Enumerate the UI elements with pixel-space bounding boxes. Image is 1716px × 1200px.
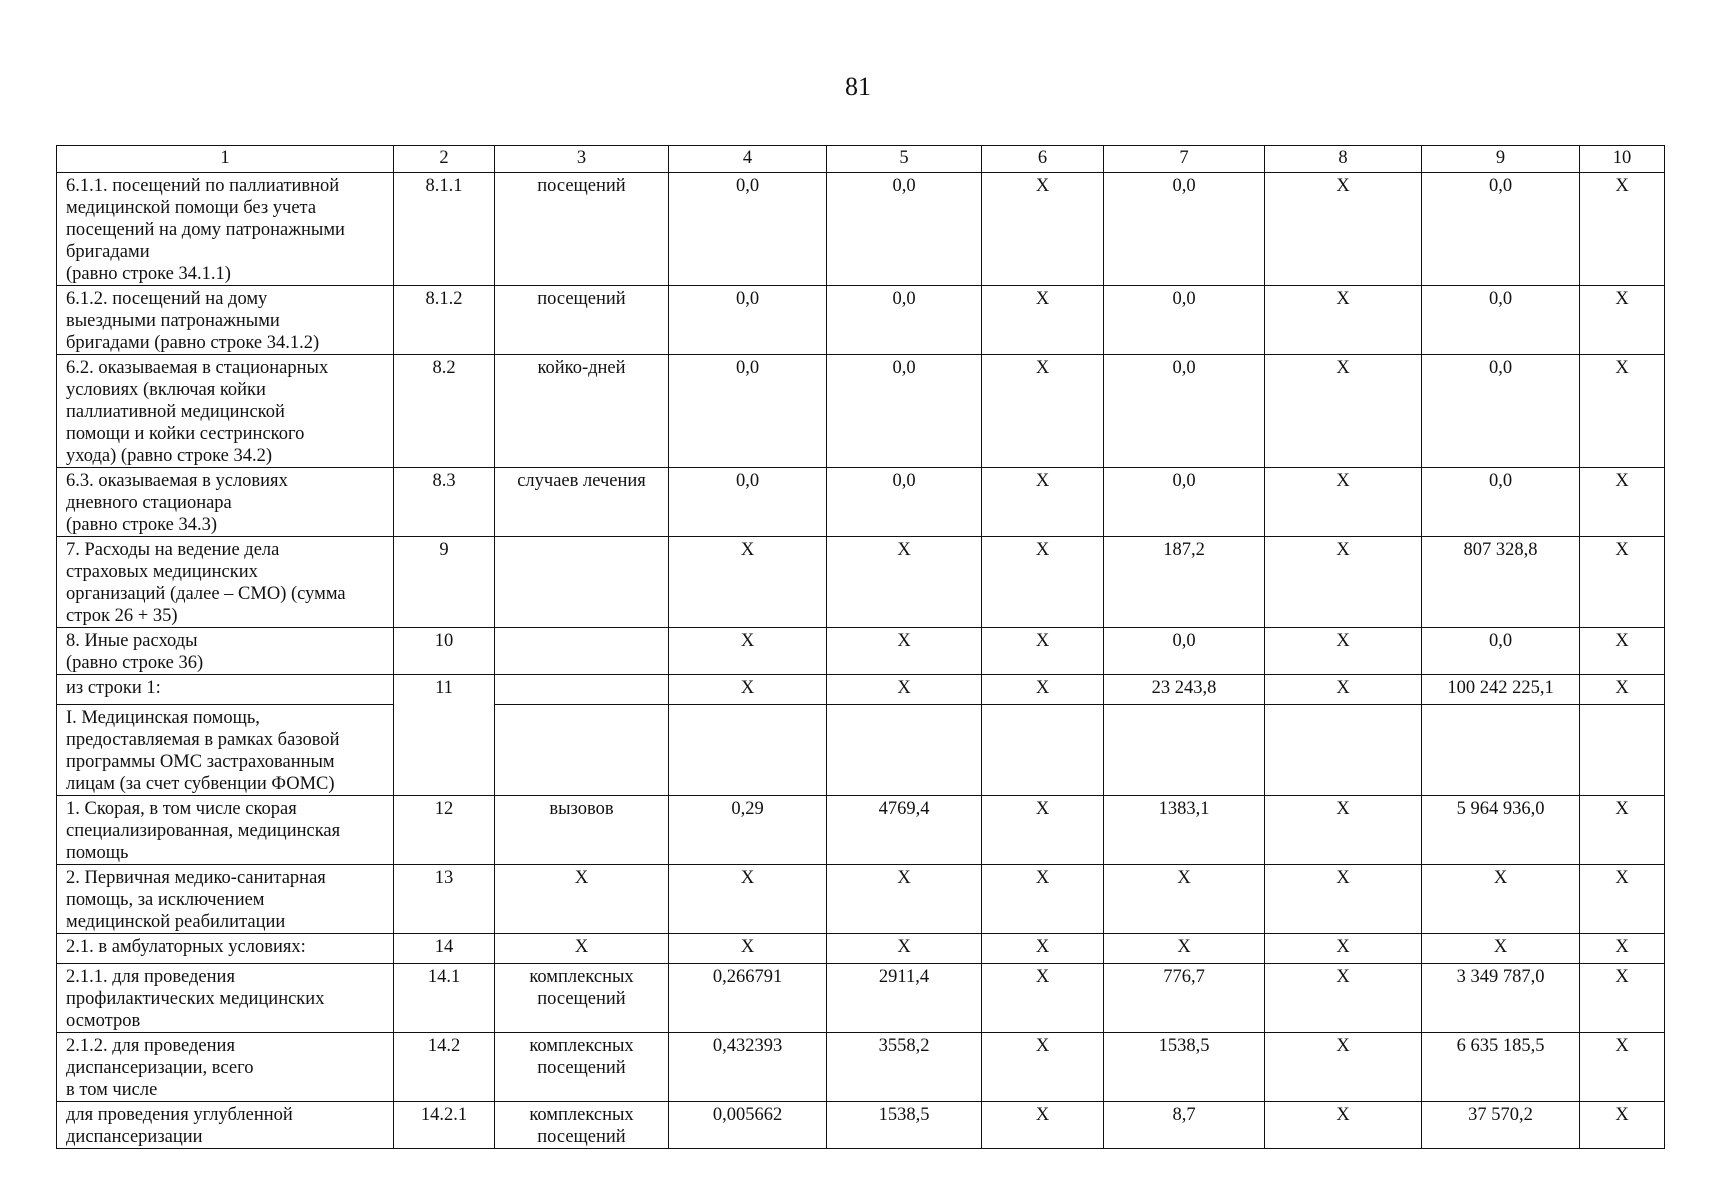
data-table xyxy=(56,145,1665,1149)
cell-text-line: посещений xyxy=(537,989,626,1009)
row-unit-cell: X xyxy=(495,934,669,964)
cell-text-line: диспансеризации, всего xyxy=(66,1058,254,1078)
value-cell-c7: X xyxy=(1104,934,1265,964)
cell-text-line: 6.3. оказываемая в условиях xyxy=(66,471,288,491)
row-unit-cell xyxy=(495,628,669,675)
cell-text-line: диспансеризации xyxy=(66,1127,203,1147)
row-code-cell: 14 xyxy=(394,934,495,964)
value-cell-c5: 2911,4 xyxy=(827,964,982,1033)
value-cell-c4: 0,0 xyxy=(669,286,827,355)
value-cell-c10: X xyxy=(1580,628,1665,675)
row-label-cell xyxy=(57,468,394,537)
value-cell-c7: 23 243,8 xyxy=(1104,675,1265,705)
table-row xyxy=(57,468,1665,537)
value-cell-c10: X xyxy=(1580,286,1665,355)
cell-text-line: 2.1. в амбулаторных условиях: xyxy=(66,937,306,957)
value-cell-c4: X xyxy=(669,934,827,964)
row-unit-cell xyxy=(495,964,669,1033)
row-label-cell xyxy=(57,865,394,934)
cell-text-line: помощь xyxy=(66,843,129,863)
table-row xyxy=(57,286,1665,355)
cell-text-line: организаций (далее – СМО) (сумма xyxy=(66,584,346,604)
cell-text-line: медицинской реабилитации xyxy=(66,912,286,932)
row-code-cell: 14.1 xyxy=(394,964,495,1033)
table-row xyxy=(57,628,1665,675)
value-cell-c8: X xyxy=(1265,1102,1422,1149)
value-cell-c9: 5 964 936,0 xyxy=(1422,796,1580,865)
table-body xyxy=(57,146,1665,1149)
header-cell: 1 xyxy=(57,146,394,173)
row-code-cell: 8.3 xyxy=(394,468,495,537)
cell-text-line: 2. Первичная медико-санитарная xyxy=(66,868,326,888)
page-number: 81 xyxy=(845,72,871,101)
value-cell-c8: X xyxy=(1265,1033,1422,1102)
value-cell-c6 xyxy=(982,705,1104,796)
header-cell: 4 xyxy=(669,146,827,173)
row-label-cell xyxy=(57,964,394,1033)
value-cell-c8: X xyxy=(1265,355,1422,468)
value-cell-c10: X xyxy=(1580,173,1665,286)
header-cell: 9 xyxy=(1422,146,1580,173)
value-cell-c10: X xyxy=(1580,796,1665,865)
table-row xyxy=(57,355,1665,468)
cell-text-line: строк 26 + 35) xyxy=(66,606,178,626)
cell-text-line: осмотров xyxy=(66,1011,141,1031)
row-unit-cell: X xyxy=(495,865,669,934)
value-cell-c7: 776,7 xyxy=(1104,964,1265,1033)
header-cell: 8 xyxy=(1265,146,1422,173)
cell-text-line: специализированная, медицинская xyxy=(66,821,341,841)
row-label-cell xyxy=(57,286,394,355)
value-cell-c5: X xyxy=(827,675,982,705)
cell-text-line: паллиативной медицинской xyxy=(66,402,285,422)
value-cell-c7: X xyxy=(1104,865,1265,934)
value-cell-c4: 0,0 xyxy=(669,355,827,468)
value-cell-c4: 0,266791 xyxy=(669,964,827,1033)
value-cell-c6: X xyxy=(982,355,1104,468)
value-cell-c6: X xyxy=(982,934,1104,964)
cell-text-line: 6.2. оказываемая в стационарных xyxy=(66,358,329,378)
value-cell-c6: X xyxy=(982,1102,1104,1149)
row-label-cell xyxy=(57,705,394,796)
value-cell-c9: 0,0 xyxy=(1422,173,1580,286)
value-cell-c8: X xyxy=(1265,628,1422,675)
value-cell-c5: 0,0 xyxy=(827,355,982,468)
value-cell-c7: 1383,1 xyxy=(1104,796,1265,865)
row-unit-cell xyxy=(495,675,669,705)
value-cell-c5: 4769,4 xyxy=(827,796,982,865)
cell-text-line: 7. Расходы на ведение дела xyxy=(66,540,280,560)
table-row xyxy=(57,1033,1665,1102)
row-label-cell xyxy=(57,796,394,865)
value-cell-c5: 0,0 xyxy=(827,286,982,355)
value-cell-c8: X xyxy=(1265,865,1422,934)
value-cell-c10: X xyxy=(1580,1033,1665,1102)
cell-text-line: I. Медицинская помощь, xyxy=(66,708,260,728)
value-cell-c6: X xyxy=(982,628,1104,675)
value-cell-c9: X xyxy=(1422,934,1580,964)
value-cell-c9: 807 328,8 xyxy=(1422,537,1580,628)
cell-text-line: бригадами (равно строке 34.1.2) xyxy=(66,333,320,353)
row-code-cell: 8.1.1 xyxy=(394,173,495,286)
cell-text-line: комплексных xyxy=(529,1036,634,1056)
value-cell-c4: 0,29 xyxy=(669,796,827,865)
cell-text-line: для проведения углубленной xyxy=(66,1105,293,1125)
row-unit-cell xyxy=(495,537,669,628)
cell-text-line: из строки 1: xyxy=(66,678,161,698)
value-cell-c4 xyxy=(669,705,827,796)
value-cell-c4: X xyxy=(669,675,827,705)
row-unit-cell: койко-дней xyxy=(495,355,669,468)
value-cell-c6: X xyxy=(982,173,1104,286)
value-cell-c9: 37 570,2 xyxy=(1422,1102,1580,1149)
value-cell-c4: X xyxy=(669,628,827,675)
value-cell-c4: 0,432393 xyxy=(669,1033,827,1102)
row-label-cell xyxy=(57,675,394,705)
value-cell-c9: 0,0 xyxy=(1422,355,1580,468)
table-row xyxy=(57,675,1665,705)
value-cell-c9: 100 242 225,1 xyxy=(1422,675,1580,705)
cell-text-line: ухода) (равно строке 34.2) xyxy=(66,446,272,466)
table-row xyxy=(57,964,1665,1033)
cell-text-line: (равно строке 34.3) xyxy=(66,515,218,535)
cell-text-line: комплексных xyxy=(529,1105,634,1125)
value-cell-c7: 0,0 xyxy=(1104,355,1265,468)
cell-text-line: программы ОМС застрахованным xyxy=(66,752,335,772)
value-cell-c8: X xyxy=(1265,675,1422,705)
cell-text-line: 6.1.1. посещений по паллиативной xyxy=(66,176,340,196)
value-cell-c10: X xyxy=(1580,537,1665,628)
value-cell-c10: X xyxy=(1580,865,1665,934)
cell-text-line: бригадами xyxy=(66,242,150,262)
value-cell-c6: X xyxy=(982,1033,1104,1102)
value-cell-c9: 0,0 xyxy=(1422,468,1580,537)
value-cell-c7: 0,0 xyxy=(1104,286,1265,355)
value-cell-c9: X xyxy=(1422,865,1580,934)
value-cell-c4: 0,0 xyxy=(669,468,827,537)
row-code-cell: 8.2 xyxy=(394,355,495,468)
value-cell-c10: X xyxy=(1580,675,1665,705)
row-unit-cell: посещений xyxy=(495,173,669,286)
value-cell-c8: X xyxy=(1265,537,1422,628)
value-cell-c4: X xyxy=(669,865,827,934)
value-cell-c9 xyxy=(1422,705,1580,796)
cell-text-line: посещений на дому патронажными xyxy=(66,220,345,240)
cell-text-line: предоставляемая в рамках базовой xyxy=(66,730,340,750)
cell-text-line: условиях (включая койки xyxy=(66,380,266,400)
row-label-cell xyxy=(57,173,394,286)
value-cell-c6: X xyxy=(982,964,1104,1033)
row-unit-cell xyxy=(495,705,669,796)
value-cell-c5: 0,0 xyxy=(827,468,982,537)
value-cell-c6: X xyxy=(982,537,1104,628)
table-row xyxy=(57,173,1665,286)
table-header-row xyxy=(57,146,1665,173)
value-cell-c10: X xyxy=(1580,964,1665,1033)
row-unit-cell: случаев лечения xyxy=(495,468,669,537)
cell-text-line: 1. Скорая, в том числе скорая xyxy=(66,799,297,819)
cell-text-line: посещений xyxy=(537,1127,626,1147)
header-cell: 6 xyxy=(982,146,1104,173)
header-cell: 3 xyxy=(495,146,669,173)
value-cell-c5: X xyxy=(827,628,982,675)
header-cell: 2 xyxy=(394,146,495,173)
value-cell-c5 xyxy=(827,705,982,796)
cell-text-line: страховых медицинских xyxy=(66,562,258,582)
value-cell-c5: 0,0 xyxy=(827,173,982,286)
value-cell-c8: X xyxy=(1265,796,1422,865)
cell-text-line: в том числе xyxy=(66,1080,158,1100)
data-table-wrap xyxy=(56,145,1664,1149)
row-label-cell xyxy=(57,355,394,468)
row-label-cell xyxy=(57,1102,394,1149)
cell-text-line: профилактических медицинских xyxy=(66,989,325,1009)
value-cell-c6: X xyxy=(982,286,1104,355)
table-row xyxy=(57,537,1665,628)
cell-text-line: 2.1.2. для проведения xyxy=(66,1036,235,1056)
value-cell-c4: 0,0 xyxy=(669,173,827,286)
row-code-cell: 11 xyxy=(394,675,495,796)
value-cell-c7: 0,0 xyxy=(1104,628,1265,675)
row-label-cell xyxy=(57,537,394,628)
cell-text-line: лицам (за счет субвенции ФОМС) xyxy=(66,774,335,794)
row-code-cell: 9 xyxy=(394,537,495,628)
cell-text-line: дневного стационара xyxy=(66,493,232,513)
value-cell-c5: X xyxy=(827,865,982,934)
cell-text-line: посещений xyxy=(537,1058,626,1078)
cell-text-line: выездными патронажными xyxy=(66,311,280,331)
cell-text-line: (равно строке 36) xyxy=(66,653,204,673)
row-label-cell xyxy=(57,628,394,675)
cell-text-line: помощь, за исключением xyxy=(66,890,265,910)
cell-text-line: медицинской помощи без учета xyxy=(66,198,317,218)
value-cell-c5: X xyxy=(827,934,982,964)
row-label-cell xyxy=(57,934,394,964)
value-cell-c7 xyxy=(1104,705,1265,796)
row-code-cell: 10 xyxy=(394,628,495,675)
value-cell-c7: 187,2 xyxy=(1104,537,1265,628)
row-code-cell: 14.2 xyxy=(394,1033,495,1102)
value-cell-c7: 0,0 xyxy=(1104,173,1265,286)
value-cell-c9: 0,0 xyxy=(1422,286,1580,355)
value-cell-c10: X xyxy=(1580,355,1665,468)
value-cell-c8: X xyxy=(1265,286,1422,355)
row-unit-cell xyxy=(495,1102,669,1149)
row-unit-cell xyxy=(495,1033,669,1102)
header-cell: 10 xyxy=(1580,146,1665,173)
value-cell-c8: X xyxy=(1265,934,1422,964)
row-unit-cell: вызовов xyxy=(495,796,669,865)
table-row xyxy=(57,796,1665,865)
value-cell-c8: X xyxy=(1265,964,1422,1033)
cell-text-line: 6.1.2. посещений на дому xyxy=(66,289,268,309)
header-cell: 7 xyxy=(1104,146,1265,173)
value-cell-c9: 3 349 787,0 xyxy=(1422,964,1580,1033)
cell-text-line: 8. Иные расходы xyxy=(66,631,198,651)
value-cell-c6: X xyxy=(982,468,1104,537)
value-cell-c8 xyxy=(1265,705,1422,796)
value-cell-c10: X xyxy=(1580,934,1665,964)
value-cell-c6: X xyxy=(982,796,1104,865)
cell-text-line: комплексных xyxy=(529,967,634,987)
cell-text-line: помощи и койки сестринского xyxy=(66,424,305,444)
value-cell-c9: 6 635 185,5 xyxy=(1422,1033,1580,1102)
row-code-cell: 14.2.1 xyxy=(394,1102,495,1149)
value-cell-c5: 3558,2 xyxy=(827,1033,982,1102)
value-cell-c5: X xyxy=(827,537,982,628)
value-cell-c10: X xyxy=(1580,468,1665,537)
header-cell: 5 xyxy=(827,146,982,173)
cell-text-line: (равно строке 34.1.1) xyxy=(66,264,231,284)
cell-text-line: 2.1.1. для проведения xyxy=(66,967,235,987)
value-cell-c7: 8,7 xyxy=(1104,1102,1265,1149)
row-code-cell: 8.1.2 xyxy=(394,286,495,355)
value-cell-c5: 1538,5 xyxy=(827,1102,982,1149)
value-cell-c6: X xyxy=(982,675,1104,705)
value-cell-c9: 0,0 xyxy=(1422,628,1580,675)
table-row xyxy=(57,705,1665,796)
table-row xyxy=(57,865,1665,934)
value-cell-c10 xyxy=(1580,705,1665,796)
value-cell-c4: 0,005662 xyxy=(669,1102,827,1149)
row-code-cell: 13 xyxy=(394,865,495,934)
row-label-cell xyxy=(57,1033,394,1102)
value-cell-c4: X xyxy=(669,537,827,628)
value-cell-c7: 0,0 xyxy=(1104,468,1265,537)
value-cell-c6: X xyxy=(982,865,1104,934)
table-row xyxy=(57,1102,1665,1149)
row-unit-cell: посещений xyxy=(495,286,669,355)
value-cell-c10: X xyxy=(1580,1102,1665,1149)
value-cell-c7: 1538,5 xyxy=(1104,1033,1265,1102)
table-row xyxy=(57,934,1665,964)
row-code-cell: 12 xyxy=(394,796,495,865)
value-cell-c8: X xyxy=(1265,468,1422,537)
value-cell-c8: X xyxy=(1265,173,1422,286)
